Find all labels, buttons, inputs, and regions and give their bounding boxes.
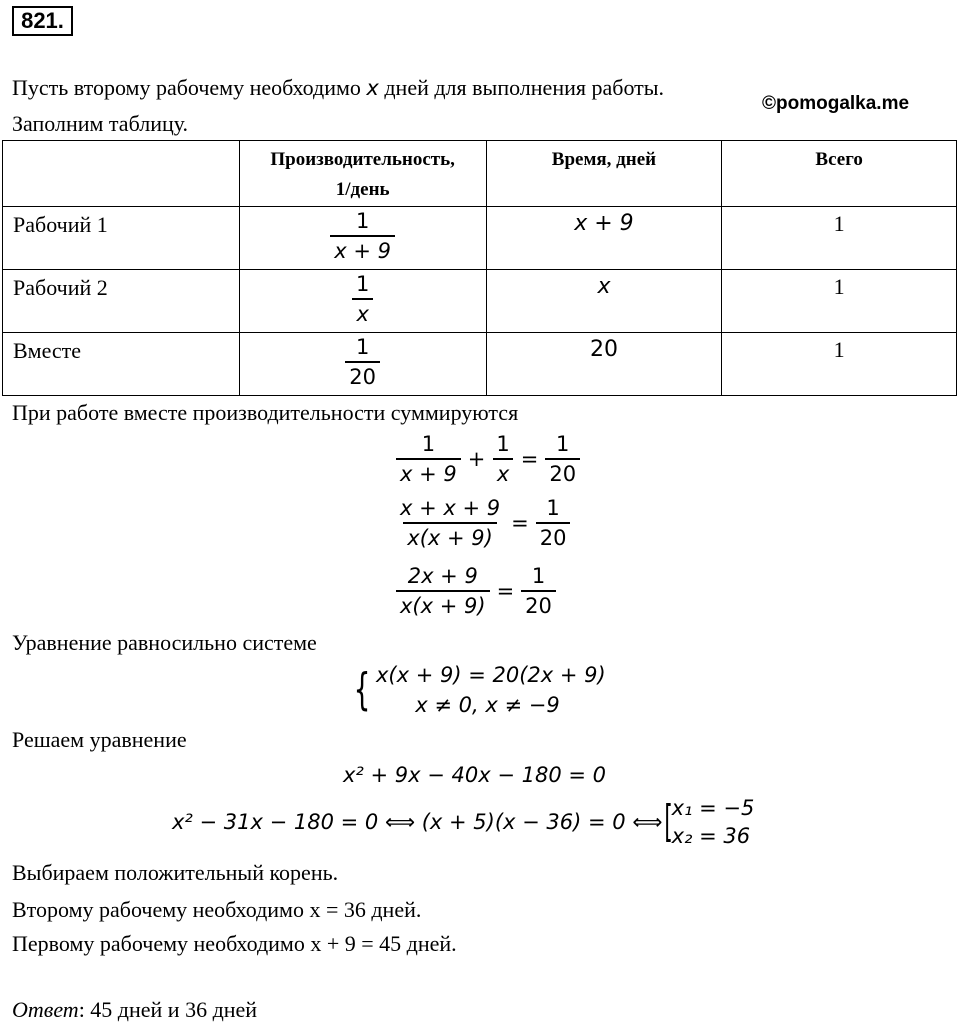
fraction-denominator: 20 (545, 458, 580, 488)
header-productivity (239, 141, 486, 207)
fraction-numerator: 1 (496, 432, 510, 456)
fraction-numerator: 1 (421, 432, 436, 456)
equation-3 (396, 562, 556, 620)
equals-sign: = (496, 579, 515, 603)
header-time: Время, дней (486, 141, 722, 207)
fraction-denominator: x + 9 (396, 458, 461, 488)
fraction-numerator: 1 (355, 272, 370, 296)
time-cell: x (486, 270, 722, 333)
fraction (396, 494, 504, 552)
system-text: Уравнение равносильно системе (12, 630, 317, 655)
fraction (396, 430, 461, 488)
row-label: Рабочий 1 (3, 207, 240, 270)
fraction-numerator: 1 (531, 564, 546, 588)
total-cell: 1 (722, 207, 957, 270)
equals-sign: = (511, 511, 529, 535)
system-line-2: x ≠ 0, x ≠ −9 (415, 693, 560, 717)
productivity-fraction (345, 333, 380, 391)
fraction-numerator: 2x + 9 (407, 564, 478, 588)
row-label: Вместе (3, 333, 240, 396)
table-header-row (3, 141, 957, 207)
table-row (3, 270, 957, 333)
productivity-fraction (352, 270, 373, 328)
answer-text: : 45 дней и 36 дней (78, 997, 258, 1022)
total-cell: 1 (722, 270, 957, 333)
fraction-denominator: 20 (536, 522, 571, 552)
choose-text: Выбираем положительный корень. (12, 860, 339, 885)
intro-variable: x (366, 76, 379, 100)
quadratic-equation-1: x² + 9x − 40x − 180 = 0 (343, 763, 607, 787)
table-row (3, 207, 957, 270)
fraction-numerator: 1 (355, 209, 370, 233)
header-productivity-line2: 1/день (335, 179, 390, 200)
fraction (521, 562, 556, 620)
equation-system (348, 660, 606, 720)
solve-text: Решаем уравнение (12, 727, 187, 752)
fraction-numerator: 1 (546, 496, 560, 520)
header-productivity-line1: Производительность, (270, 149, 455, 170)
watermark: ©pomogalka.me (762, 93, 910, 114)
left-bracket: [ (664, 796, 674, 847)
equals-sign: = (520, 447, 539, 471)
plus-sign: + (467, 447, 486, 471)
header-empty (3, 141, 240, 207)
intro-line-1 (12, 75, 664, 101)
quadratic-equation-2: x² − 31x − 180 = 0 ⟺ (x + 5)(x − 36) = 0 ⟺ (172, 810, 663, 834)
root-1: x₁ = −5 (671, 796, 755, 820)
fraction-denominator: 20 (521, 590, 556, 620)
fraction (396, 562, 490, 620)
intro-text-a: Пусть второму рабочему необходимо (12, 75, 367, 100)
fraction-denominator: x(x + 9) (403, 522, 497, 552)
left-brace: { (353, 664, 371, 715)
data-table (2, 140, 957, 396)
second-worker-text: Второму рабочему необходимо x = 36 дней. (12, 897, 422, 922)
fraction-denominator: x (493, 458, 513, 488)
table-row (3, 333, 957, 396)
fraction-numerator: 1 (556, 432, 570, 456)
system-line-1: x(x + 9) = 20(2x + 9) (376, 663, 606, 687)
fraction-numerator: x + x + 9 (400, 496, 501, 520)
time-cell: x + 9 (486, 207, 722, 270)
fraction-denominator: 20 (345, 361, 380, 391)
time-cell: 20 (486, 333, 722, 396)
problem-number: 821. (12, 6, 73, 36)
productivity-cell (239, 207, 486, 270)
first-worker-text: Первому рабочему необходимо x + 9 = 45 дней. (12, 931, 457, 956)
intro-line-2: Заполним таблицу. (12, 111, 189, 136)
equation-1 (396, 430, 580, 488)
fraction-denominator: x (352, 298, 372, 328)
total-cell: 1 (722, 333, 957, 396)
quadratic-equation-2-row (172, 794, 754, 850)
sum-text: При работе вместе производительности суммируются (12, 400, 519, 425)
fraction-denominator: x + 9 (330, 235, 395, 265)
productivity-cell (239, 270, 486, 333)
equation-2 (396, 494, 570, 552)
productivity-fraction (330, 207, 395, 265)
fraction (492, 430, 513, 488)
productivity-cell (239, 333, 486, 396)
fraction (536, 494, 571, 552)
fraction-denominator: x(x + 9) (396, 590, 490, 620)
row-label: Рабочий 2 (3, 270, 240, 333)
fraction-numerator: 1 (355, 335, 370, 359)
fraction (545, 430, 580, 488)
intro-text-b: дней для выполнения работы. (378, 75, 665, 100)
header-total: Всего (722, 141, 957, 207)
answer-label: Ответ (12, 997, 79, 1022)
answer-line (12, 997, 257, 1023)
root-2: x₂ = 36 (671, 824, 751, 848)
